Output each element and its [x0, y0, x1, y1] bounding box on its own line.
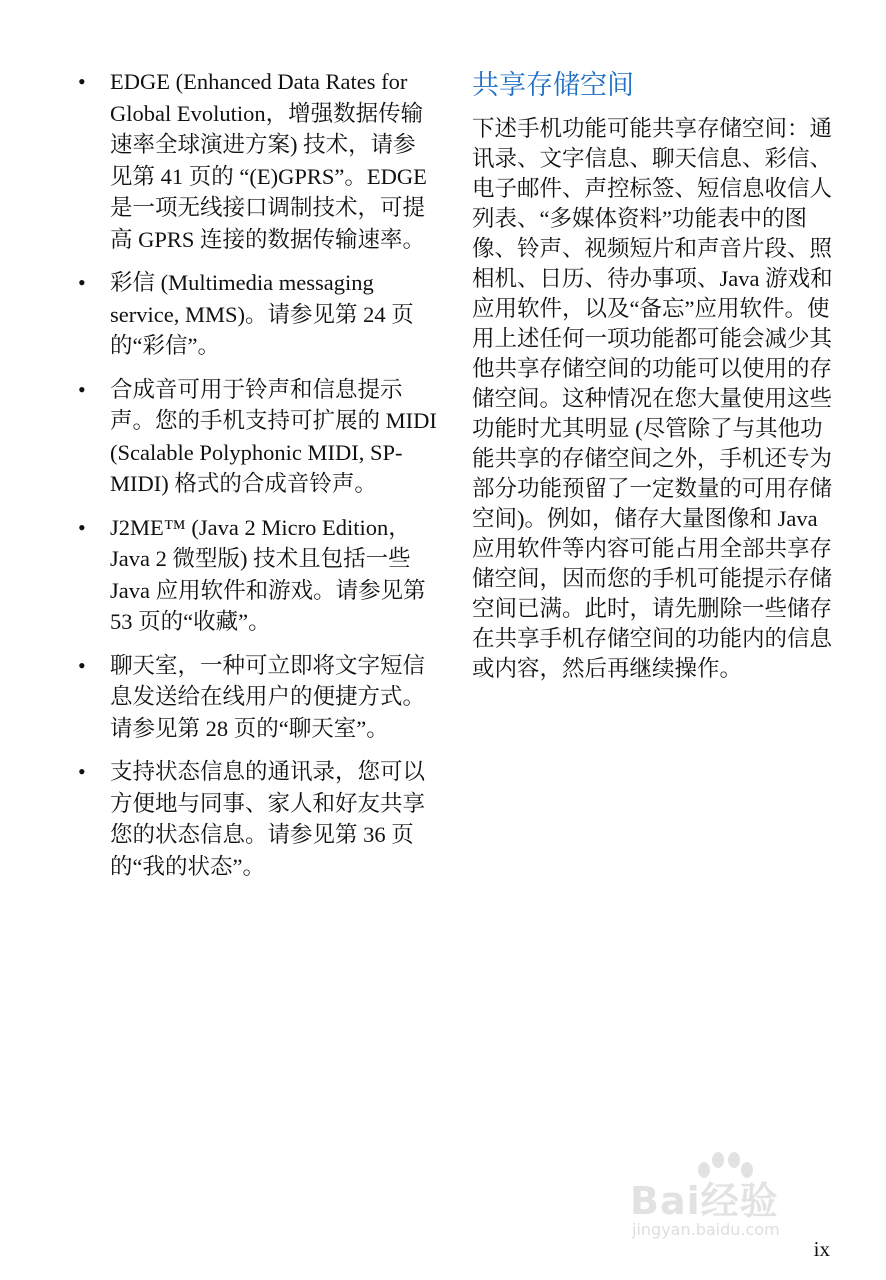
bullet-icon: • [78, 759, 86, 784]
right-column [472, 66, 834, 684]
watermark-url: jingyan.baidu.com [632, 1220, 780, 1239]
bullet-icon: • [78, 69, 86, 94]
feature-bullet-list [78, 66, 438, 882]
page-number: ix [813, 1237, 830, 1261]
bullet-text: 合成音可用于铃声和信息提示声。您的手机支持可扩展的 MIDI (Scalable Polyphonic MIDI, SP-MIDI) 格式的合成音铃声。 [110, 376, 437, 496]
section-title: 共享存储空间 [472, 70, 634, 101]
bullet-text: J2ME™ (Java 2 Micro Edition，Java 2 微型版) 技术且包括一些 Java 应用软件和游戏。请参见第 53 页的“收藏”。 [110, 514, 426, 634]
bullet-item-j2me [78, 512, 438, 638]
watermark [630, 1148, 840, 1248]
bullet-icon: • [78, 514, 86, 540]
bullet-item-edge [78, 66, 438, 255]
bullet-text: 支持状态信息的通讯录，您可以方便地与同事、家人和好友共享您的状态信息。请参见第 36 页的“我的状态”。 [110, 759, 426, 879]
bullet-item-midi [78, 374, 438, 500]
bullet-item-presence [78, 756, 438, 882]
bullet-icon: • [78, 270, 86, 295]
bullet-icon: • [78, 376, 86, 402]
watermark-brand: Bai经验 [630, 1179, 779, 1223]
bullet-item-mms [78, 267, 438, 362]
left-column [78, 66, 438, 894]
bullet-text: 聊天室，一种可立即将文字短信息发送给在线用户的便捷方式。请参见第 28 页的“聊天室”。 [110, 652, 426, 741]
section-body: 下述手机功能可能共享存储空间：通讯录、文字信息、聊天信息、彩信、电子邮件、声控标签、短信息收信人列表、“多媒体资料”功能表中的图像、铃声、视频短片和声音片段、照相机、日历、待办事项、Java 游戏和应用软件，以及“备忘”应用软件。使用上述任何一项功能都可能会减少其他共享存储空间的功能可以使用的存储空间。这种情况在您大量使用这些功能时尤其明显 (尽管除了与其他功能共享的存储空间之外，手机还专为部分功能预留了一定数量的可用存储空间)。例如，储存大量图像和 Java 应用软件等内容可能占用全部共享存储空间，因而您的手机可能提示存储空间已满。此时，请先删除一些储存在共享手机存储空间的功能内的信息或内容，然后再继续操作。 [472, 116, 833, 681]
bullet-text: EDGE (Enhanced Data Rates for Global Evolution，增强数据传输速率全球演进方案) 技术，请参见第 41 页的 “(E)GPRS”。EDGE 是一项无线接口调制技术，可提高 GPRS 连接的数据传输速率。 [110, 69, 427, 252]
bullet-item-chat [78, 650, 438, 745]
bullet-icon: • [78, 652, 86, 678]
bullet-text: 彩信 (Multimedia messaging service, MMS)。请参见第 24 页的“彩信”。 [110, 270, 414, 358]
